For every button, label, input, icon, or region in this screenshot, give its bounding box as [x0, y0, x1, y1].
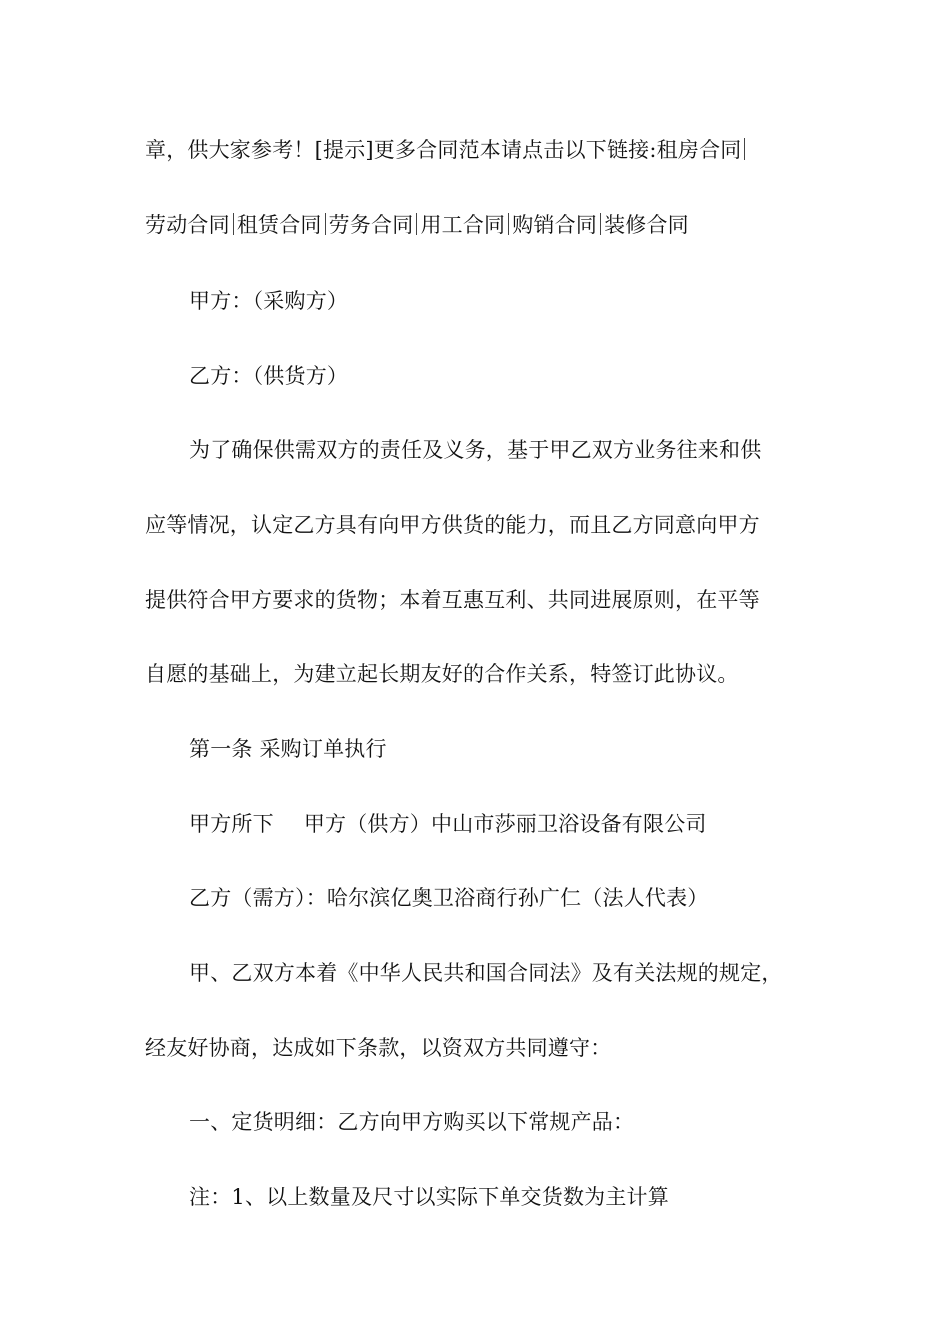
note-line: 注：1、以上数量及尺寸以实际下单交货数为主计算 — [189, 1185, 669, 1209]
link-employment-contract[interactable]: 用工合同 — [420, 213, 506, 237]
intro-line — [145, 134, 825, 166]
article-one-heading: 第一条 采购订单执行 — [189, 737, 387, 761]
preamble-line: 自愿的基础上，为建立起长期友好的合作关系，特签订此协议。 — [145, 662, 739, 686]
order-line — [189, 808, 869, 840]
link-separator — [744, 138, 745, 160]
link-sales-contract[interactable]: 购销合同 — [512, 213, 598, 237]
link-labor-contract[interactable]: 劳动合同 — [145, 213, 230, 237]
link-lease-contract[interactable]: 租赁合同 — [236, 213, 322, 237]
link-separator — [233, 213, 234, 235]
link-separator — [600, 213, 601, 235]
party-b-line: 乙方：（供货方） — [189, 364, 349, 388]
link-rental-house-contract[interactable]: 租房合同 — [656, 138, 742, 162]
party-a-line: 甲方：（采购方） — [189, 289, 349, 313]
preamble-line: 为了确保供需双方的责任及义务，基于甲乙双方业务往来和供 — [189, 438, 762, 462]
agreement-line: 经友好协商，达成如下条款，以资双方共同遵守： — [145, 1036, 612, 1060]
order-details-line: 一、定货明细：乙方向甲方购买以下常规产品： — [189, 1110, 635, 1134]
preamble-line: 提供符合甲方要求的货物；本着互惠互利、共同进展原则，在平等 — [145, 588, 760, 612]
link-decoration-contract[interactable]: 装修合同 — [604, 213, 689, 237]
links-line — [145, 209, 825, 241]
buyer-line: 乙方（需方）：哈尔滨亿奥卫浴商行孙广仁（法人代表） — [189, 886, 709, 910]
link-separator — [416, 213, 417, 235]
order-line-left: 甲方所下 — [189, 812, 274, 836]
link-separator — [508, 213, 509, 235]
link-service-contract[interactable]: 劳务合同 — [328, 213, 414, 237]
order-line-right: 甲方（供方）中山市莎丽卫浴设备有限公司 — [303, 812, 707, 836]
agreement-line: 甲、乙双方本着《中华人民共和国合同法》及有关法规的规定， — [189, 961, 783, 985]
intro-text: 章，供大家参考！[提示]更多合同范本请点击以下链接: — [145, 138, 657, 162]
link-separator — [325, 213, 326, 235]
preamble-line: 应等情况，认定乙方具有向甲方供货的能力，而且乙方同意向甲方 — [145, 513, 760, 537]
